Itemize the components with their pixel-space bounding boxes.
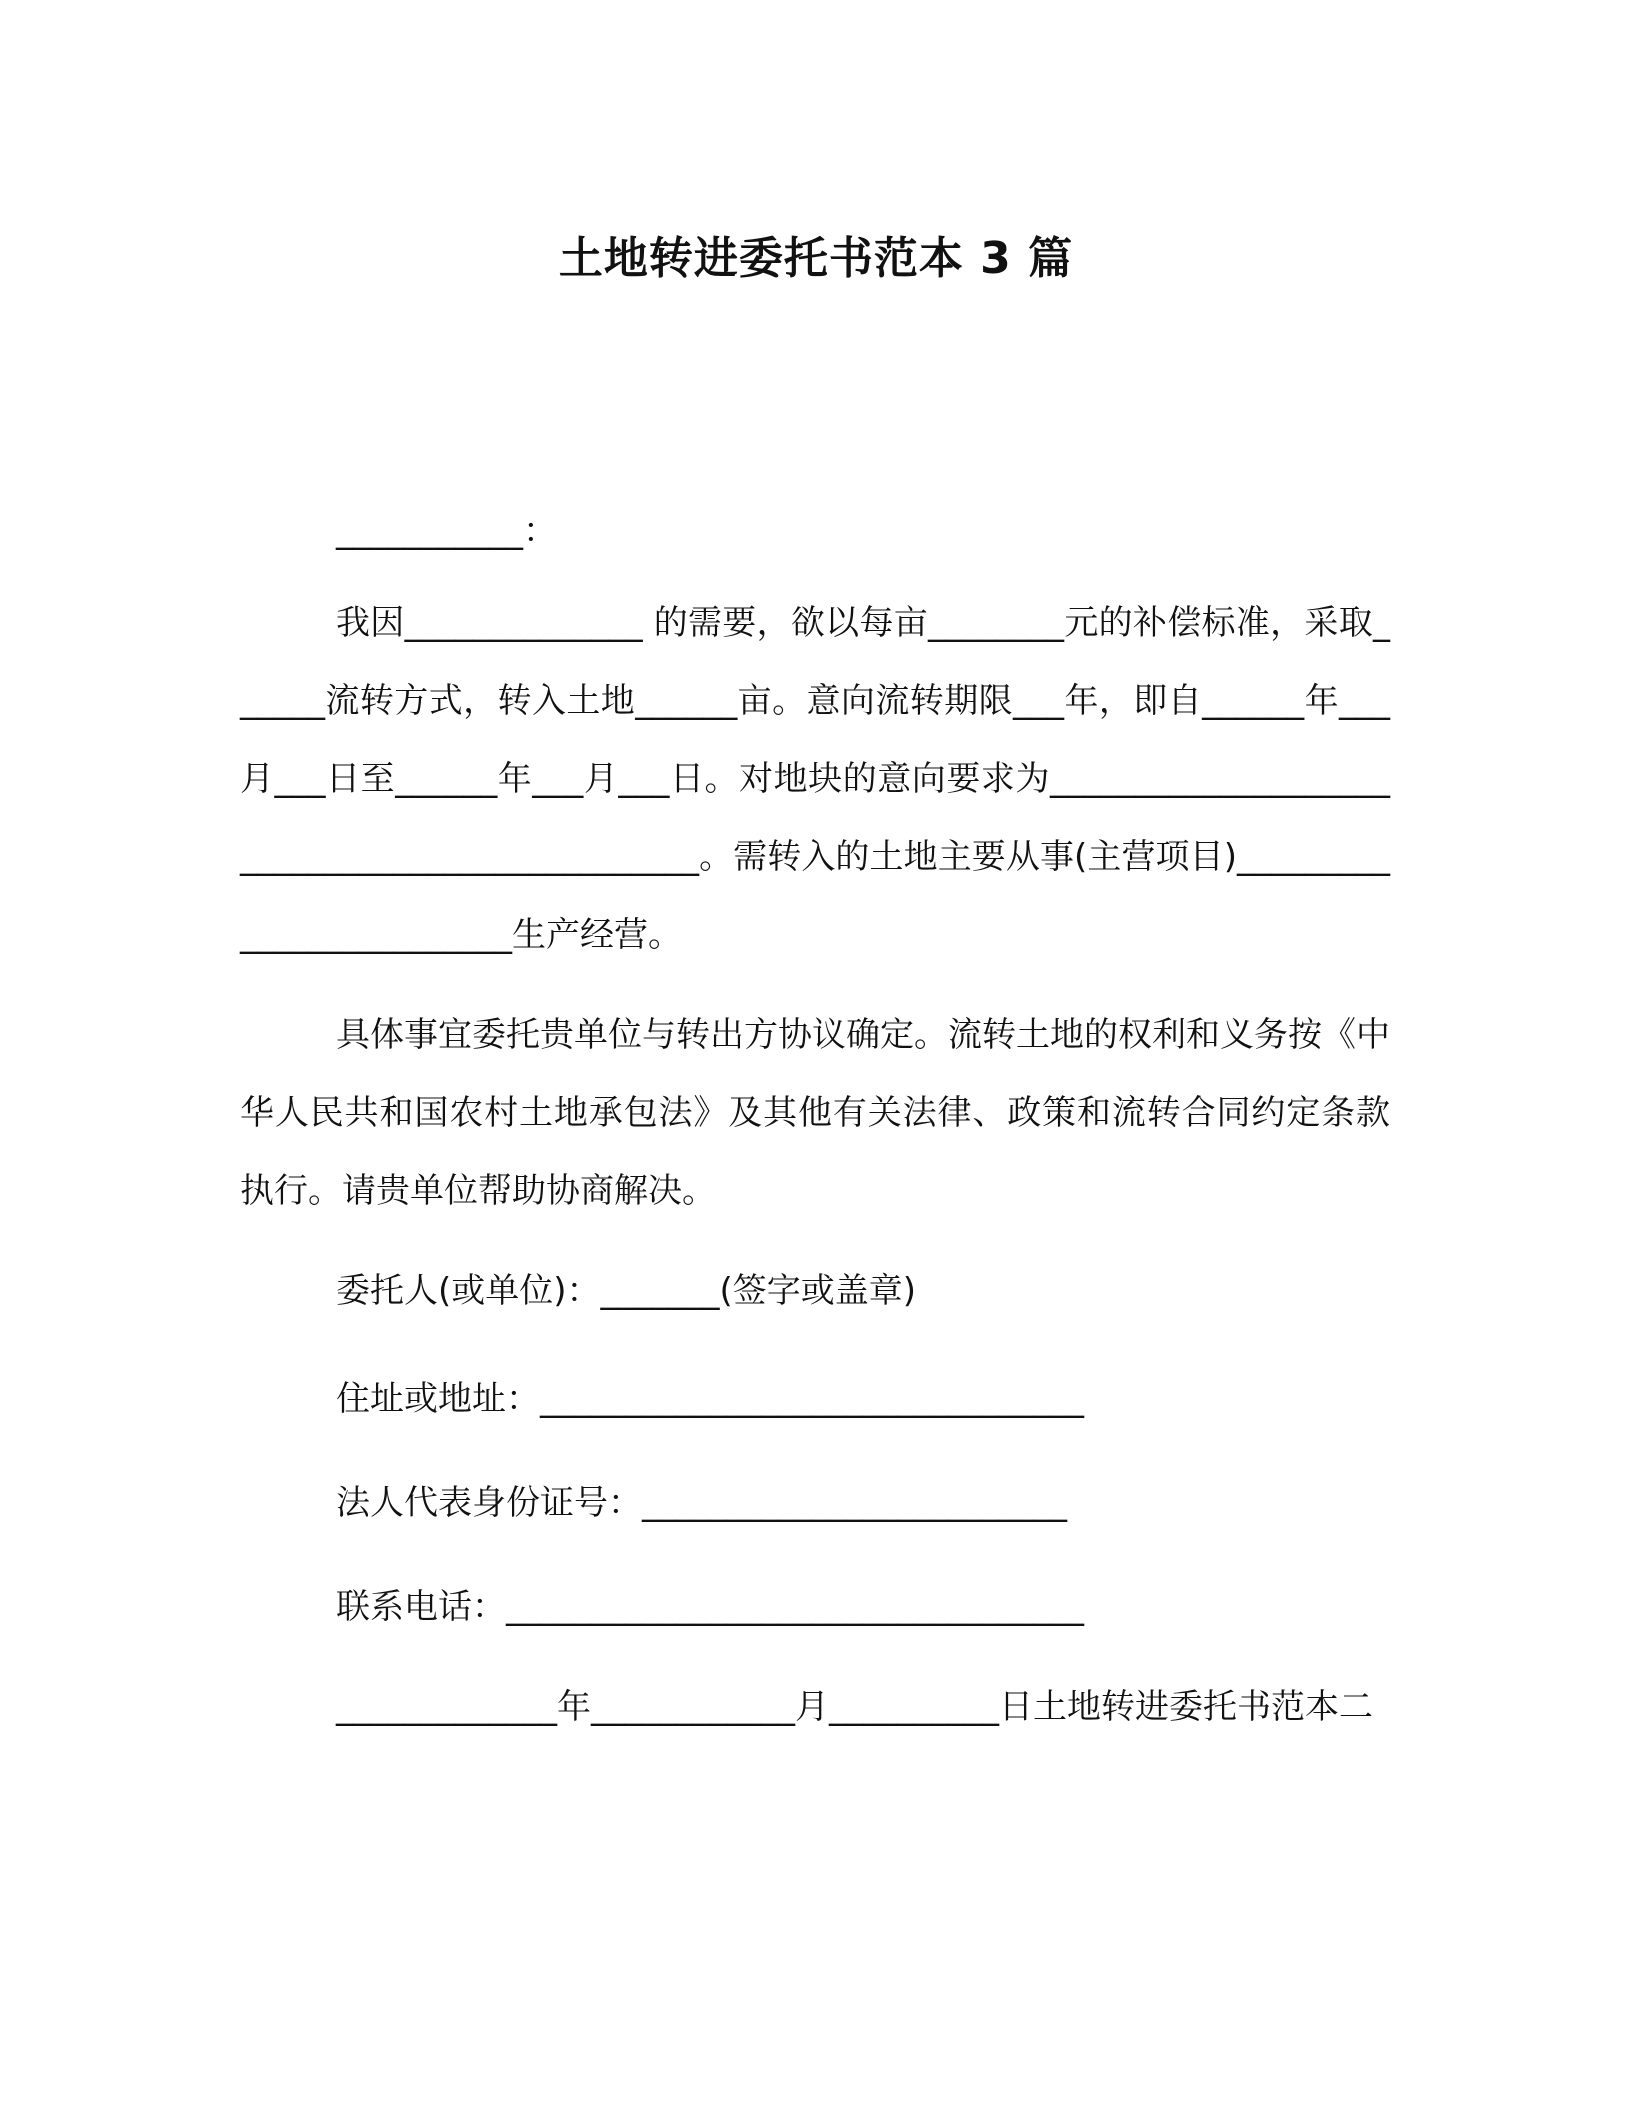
paragraph-request: 我因______________ 的需要，欲以每亩________元的补偿标准，采取______流转方式，转入土地______亩。意向流转期限___年，即自______年___月___日至______年___月___日。对地块的意向要求为_______________________________________________。需转入的土地主要从事(主营项目)_________________________生产经营。 bbox=[240, 603, 1390, 955]
document-title: 土地转进委托书范本 3 篇 bbox=[558, 233, 1074, 284]
phone-field: 联系电话：__________________________________ bbox=[336, 1587, 1084, 1627]
address-field: 住址或地址：________________________________ bbox=[336, 1379, 1084, 1419]
salutation-line: ___________： bbox=[336, 511, 557, 551]
paragraph-entrustment: 具体事宜委托贵单位与转出方协议确定。流转土地的权利和义务按《中华人民共和国农村土地承包法》及其他有关法律、政策和流转合同约定条款执行。请贵单位帮助协商解决。 bbox=[240, 1015, 1390, 1211]
date-line: _____________年____________月__________日土地转进委托书范本二 bbox=[336, 1687, 1373, 1727]
client-field: 委托人(或单位)：_______(签字或盖章) bbox=[336, 1271, 917, 1311]
id-number-field: 法人代表身份证号：_________________________ bbox=[336, 1483, 1067, 1523]
